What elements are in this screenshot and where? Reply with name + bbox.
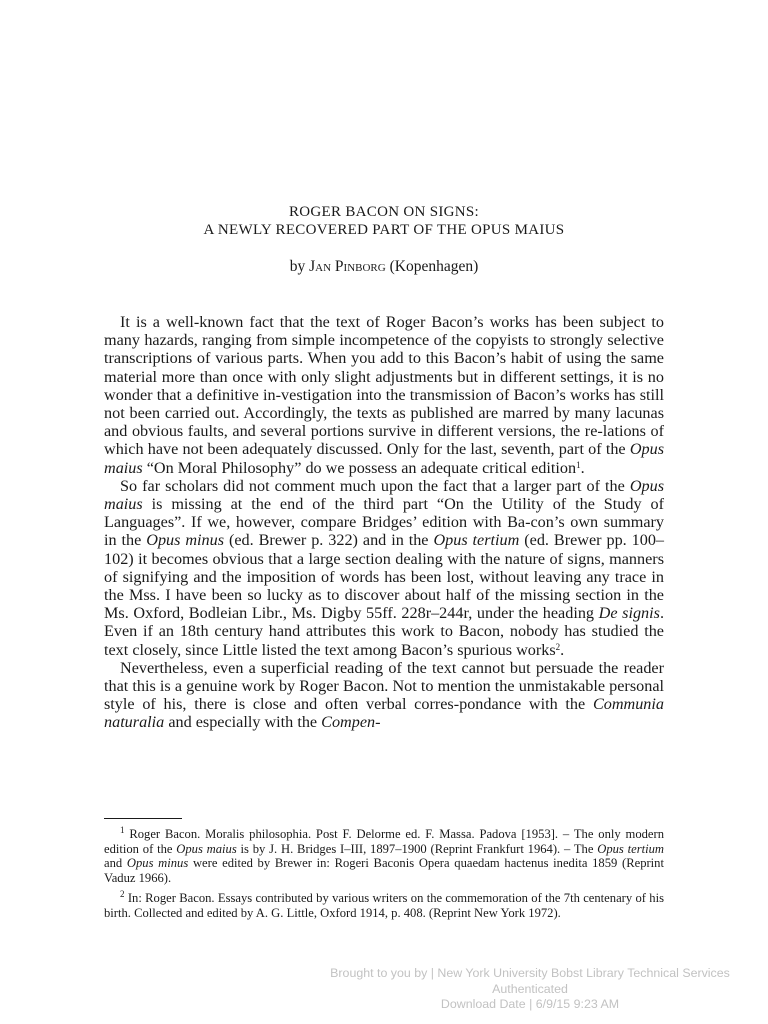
byline-prefix: by (289, 258, 310, 275)
author-place: (Kopenhagen) (385, 258, 479, 275)
footnote-1-number: 1 (120, 825, 125, 835)
article-title-line-1: ROGER BACON ON SIGNS: (288, 204, 480, 220)
author-name: Jan Pinborg (309, 258, 386, 275)
footnote-2: $^2$ In: Roger Bacon. Essays contributed by various writers on the commemoration of the 7th centenary of his birth. Collected and edited by A. G. Little, Oxford 1914, p. 408. (Reprint New York 1972). (104, 889, 664, 920)
footnote-ref-2[interactable]: 2 (555, 641, 561, 652)
footnote-2-number: 2 (120, 889, 125, 899)
footnote-ref-1[interactable]: 1 (576, 459, 581, 470)
paragraph-3: Nevertheless, even a superficial reading of the text cannot but persuade the reader that this is a genuine work by Roger Bacon. Not to mention the unmistakable personal style of his, there is close and often verbal corres-pondance with the Communia naturalia and especially with the Compen- (104, 658, 664, 732)
footnote-1: $^1$ Roger Bacon. Moralis philosophia. Post F. Delorme ed. F. Massa. Padova [1953]. – The only modern edition of the Opus maius is by J. H. Bridges I–III, 1897–1900 (Reprint Frankfurt 1964). – The Opus tertium and Opus minus were edited by Brewer in: Rogeri Baconis Opera quaedam hactenus inedita 1859 (Reprint Vaduz 1966). (104, 825, 665, 885)
paragraph-2: So far scholars did not comment much upon the fact that a larger part of the Opus maius is missing at the end of the third part “On the Utility of the Study of Languages”. If we, however, compare Bridges’ edition with Ba-con’s own summary in the Opus minus (ed. Brewer p. 322) and in the Opus tertium (ed. Brewer pp. 100–102) it becomes obvious that a large section dealing with the nature of signs, manners of signifying and the imposition of words has been lost, without leaving any trace in the Mss. I have been so lucky as to discover about half of the missing section in the Ms. Oxford, Bodleian Libr., Ms. Digby 55ff. 228r–244r, under the heading De signis. Even if an 18th century hand attributes this work to Bacon, nobody has studied the text closely, since Little listed the text among Bacon’s spurious works$^2$. (104, 476, 665, 659)
author-byline (0, 257, 768, 277)
watermark-line-3: Download Date | 6/9/15 9:23 AM (440, 997, 620, 1011)
article-title-line-2: A NEWLY RECOVERED PART OF THE OPUS MAIUS (203, 222, 565, 238)
watermark-line-2: Authenticated (492, 981, 568, 996)
footnote-divider (104, 818, 182, 819)
article-body (104, 313, 664, 732)
download-watermark (260, 966, 768, 1013)
paragraph-1: It is a well-known fact that the text of Roger Bacon’s works has been subject to many hazards, ranging from simple incompetence of the copyists to strongly selective transcriptions of various parts. When you add to this Bacon’s habit of using the same material more than once with only slight adjustments but in different settings, it is no wonder that a definitive in-vestigation into the transmission of Bacon’s works has still not been carried out. Accordingly, the texts as published are marred by many lacunas and obvious faults, and several portions survive in different versions, the re-lations of which have not been adequately discussed. Only for the last, seventh, part of the Opus maius “On Moral Philosophy” do we possess an adequate critical edition$^1$. (104, 313, 664, 477)
watermark-line-1: Brought to you by | New York University Bobst Library Technical Services (330, 966, 730, 980)
